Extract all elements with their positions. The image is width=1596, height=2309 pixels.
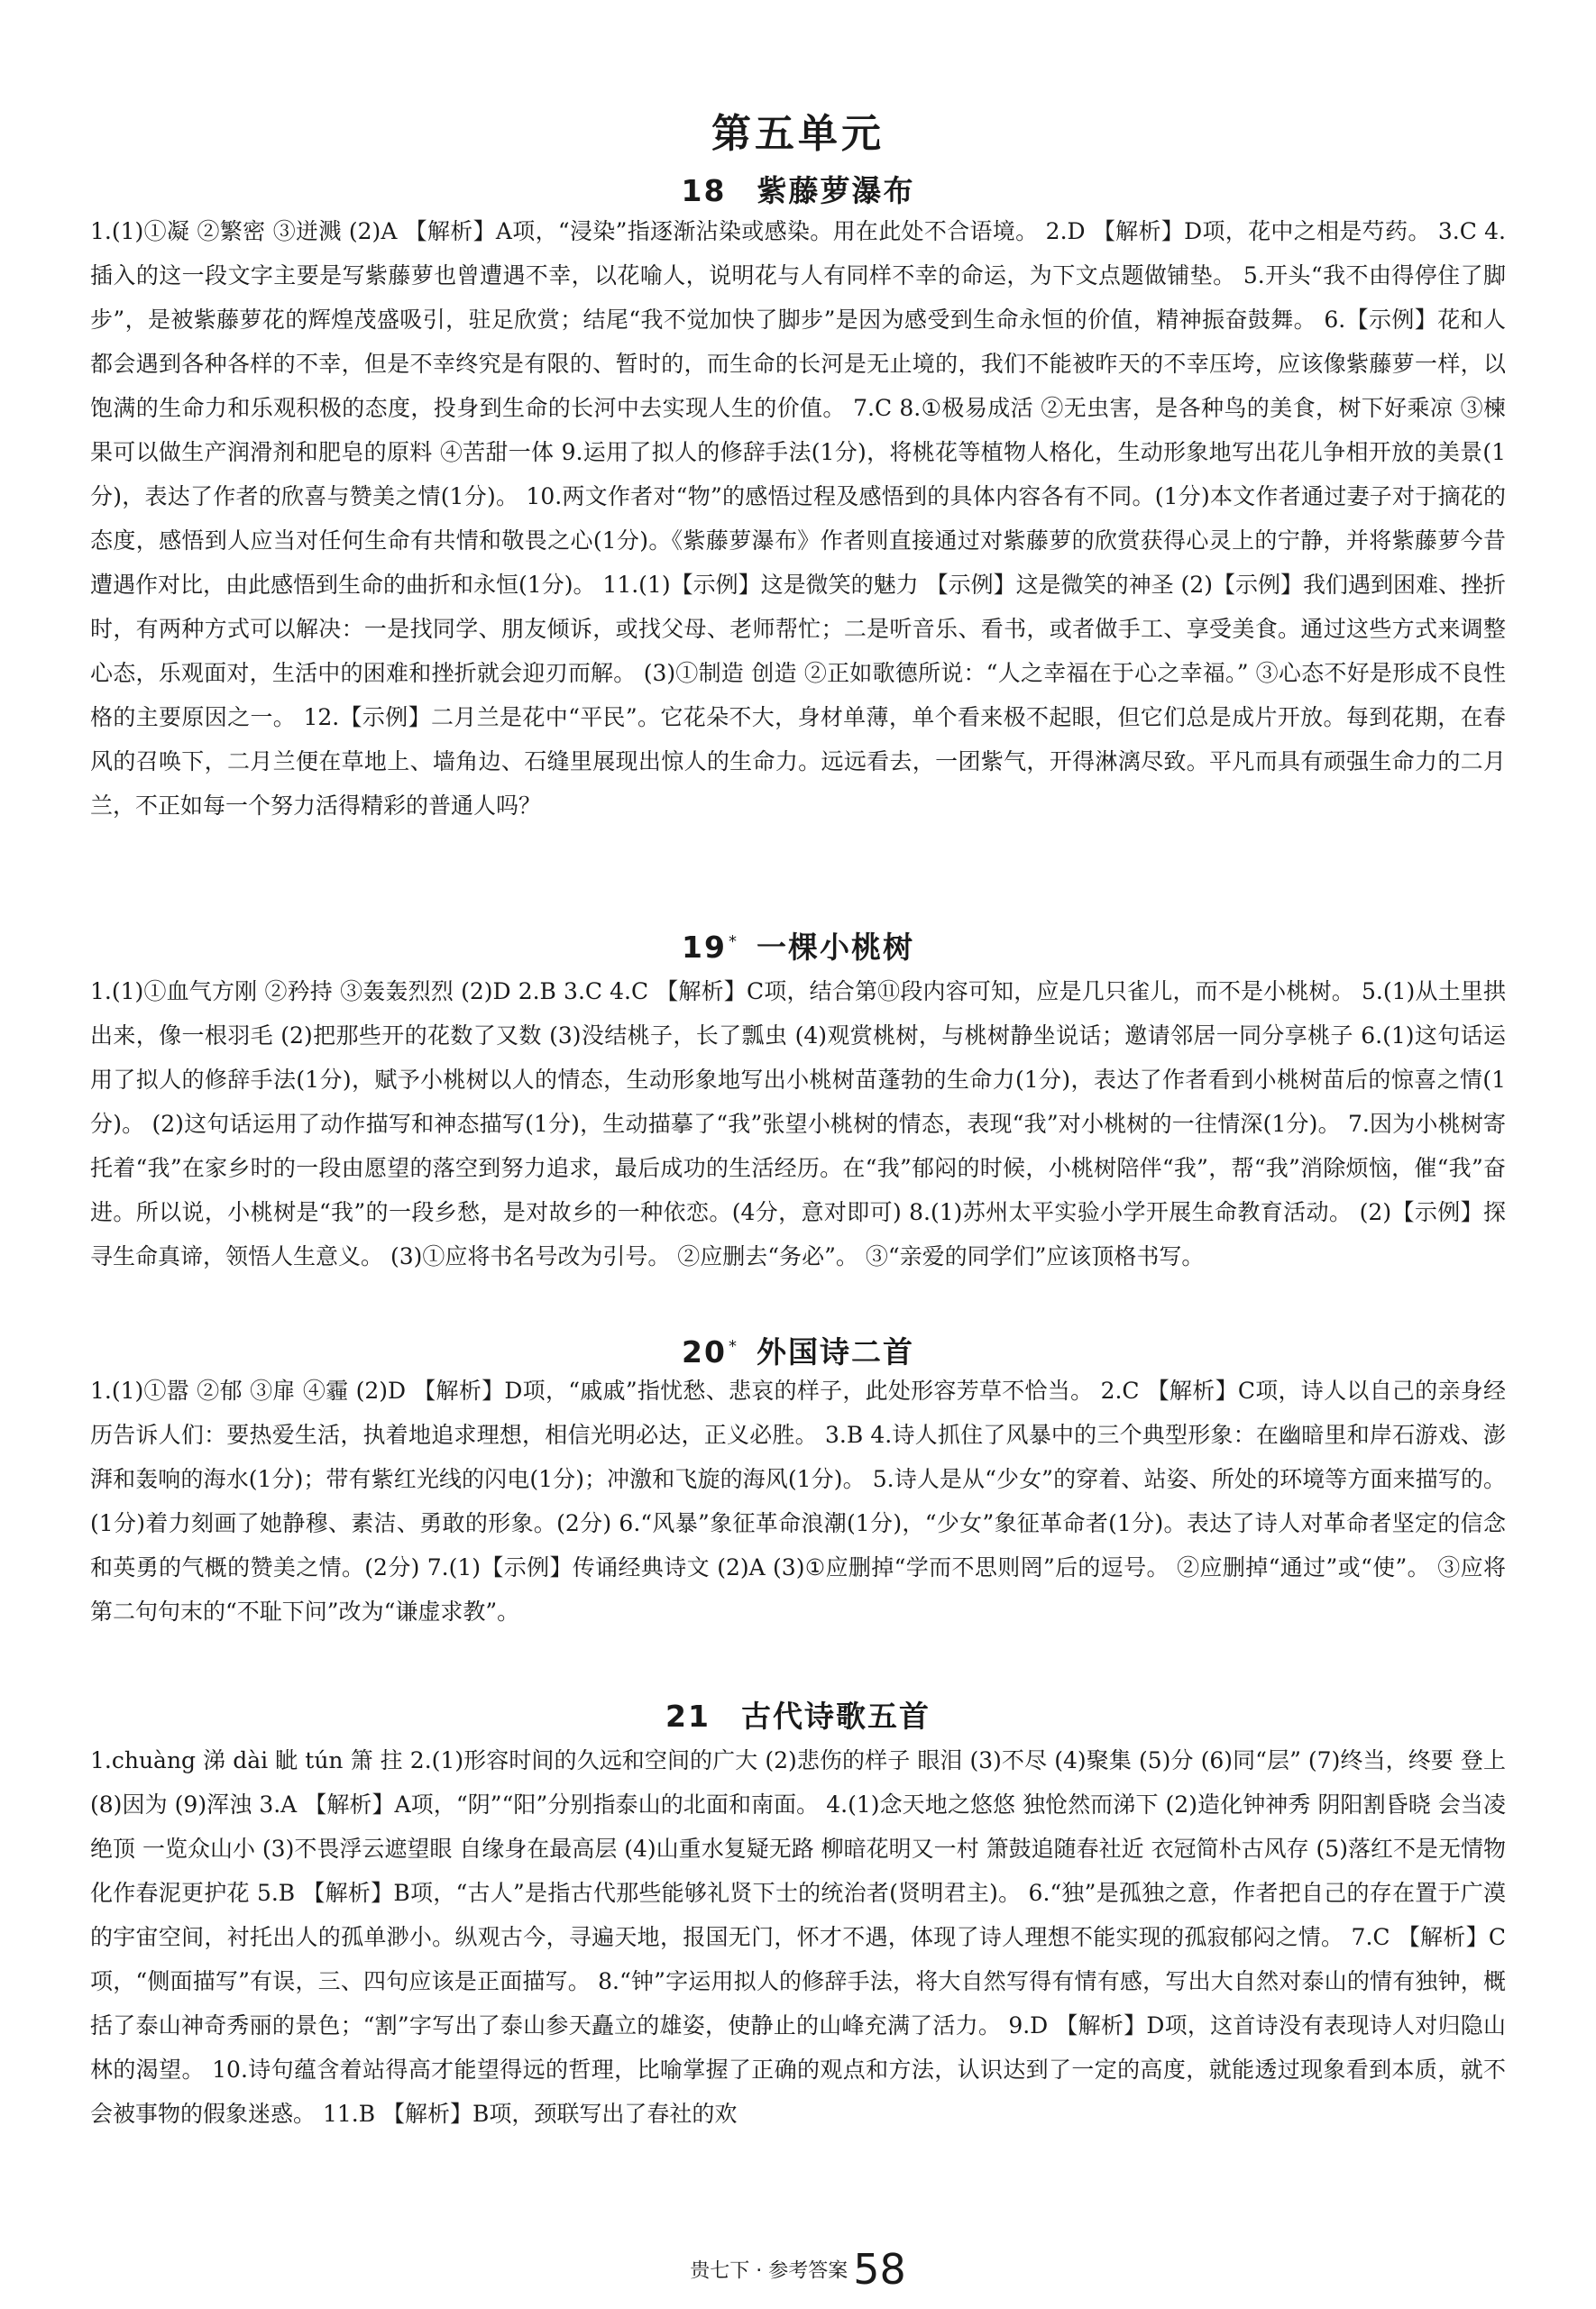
lesson-title: 紫藤萝瀑布	[757, 173, 915, 208]
optional-marker: *	[728, 1337, 738, 1356]
lesson-heading-18	[0, 168, 1596, 210]
footer-label: 贵七下 · 参考答案	[690, 2259, 848, 2283]
lesson-answers-19: 1.(1)①血气方刚 ②矜持 ③轰轰烈烈 (2)D 2.B 3.C 4.C 【解析】C项，结合第⑪段内容可知，应是几只雀儿，而不是小桃树。 5.(1)从土里拱出来，像一根羽毛 (2)把那些开的花数了又数 (3)没结桃子，长了瓢虫 (4)观赏桃树，与桃树静坐说话；邀请邻居一同分享桃子 6.(1)这句话运用了拟人的修辞手法(1分)，赋予小桃树以人的情态，生动形象地写出小桃树苗蓬勃的生命力(1分)，表达了作者看到小桃树苗后的惊喜之情(1分)。 (2)这句话运用了动作描写和神态描写(1分)，生动描摹了“我”张望小桃树的情态，表现“我”对小桃树的一往情深(1分)。 7.因为小桃树寄托着“我”在家乡时的一段由愿望的落空到努力追求，最后成功的生活经历。在“我”郁闷的时候，小桃树陪伴“我”，帮“我”消除烦恼，催“我”奋进。所以说，小桃树是“我”的一段乡愁，是对故乡的一种依恋。(4分，意对即可) 8.(1)苏州太平实验小学开展生命教育活动。 (2)【示例】探寻生命真谛，领悟人生意义。 (3)①应将书名号改为引号。 ②应删去“务必”。 ③“亲爱的同学们”应该顶格书写。	[90, 978, 1506, 1269]
page-footer	[0, 2245, 1596, 2294]
lesson-answers-18: 1.(1)①凝 ②繁密 ③迸溅 (2)A 【解析】A项，“浸染”指逐渐沾染或感染。用在此处不合语境。 2.D 【解析】D项，花中之相是芍药。 3.C 4.插入的这一段文字主要是写紫藤萝也曾遭遇不幸，以花喻人，说明花与人有同样不幸的命运，为下文点题做铺垫。 5.开头“我不由得停住了脚步”，是被紫藤萝花的辉煌茂盛吸引，驻足欣赏；结尾“我不觉加快了脚步”是因为感受到生命永恒的价值，精神振奋鼓舞。 6.【示例】花和人都会遇到各种各样的不幸，但是不幸终究是有限的、暂时的，而生命的长河是无止境的，我们不能被昨天的不幸压垮，应该像紫藤萝一样，以饱满的生命力和乐观积极的态度，投身到生命的长河中去实现人生的价值。 7.C 8.①极易成活 ②无虫害，是各种鸟的美食，树下好乘凉 ③楝果可以做生产润滑剂和肥皂的原料 ④苦甜一体 9.运用了拟人的修辞手法(1分)，将桃花等植物人格化，生动形象地写出花儿争相开放的美景(1分)，表达了作者的欣喜与赞美之情(1分)。 10.两文作者对“物”的感悟过程及感悟到的具体内容各有不同。(1分)本文作者通过妻子对于摘花的态度，感悟到人应当对任何生命有共情和敬畏之心(1分)。《紫藤萝瀑布》作者则直接通过对紫藤萝的欣赏获得心灵上的宁静，并将紫藤萝今昔遭遇作对比，由此感悟到生命的曲折和永恒(1分)。 11.(1)【示例】这是微笑的魅力 【示例】这是微笑的神圣 (2)【示例】我们遇到困难、挫折时，有两种方式可以解决：一是找同学、朋友倾诉，或找父母、老师帮忙；二是听音乐、看书，或者做手工、享受美食。通过这些方式来调整心态，乐观面对，生活中的困难和挫折就会迎刃而解。 (3)①制造 创造 ②正如歌德所说：“人之幸福在于心之幸福。” ③心态不好是形成不良性格的主要原因之一。 12.【示例】二月兰是花中“平民”。它花朵不大，身材单薄，单个看来极不起眼，但它们总是成片开放。每到花期，在春风的召唤下，二月兰便在草地上、墙角边、石缝里展现出惊人的生命力。远远看去，一团紫气，开得淋漓尽致。平凡而具有顽强生命力的二月兰，不正如每一个努力活得精彩的普通人吗？	[90, 218, 1506, 819]
unit-title: 第五单元	[711, 111, 885, 157]
lesson-heading-21	[0, 1693, 1596, 1736]
lesson-number: 21	[665, 1699, 711, 1734]
lesson-heading-20	[0, 1329, 1596, 1371]
lesson-number: 19	[682, 930, 727, 965]
lesson-number: 20	[682, 1334, 727, 1370]
lesson-title: 古代诗歌五首	[740, 1699, 931, 1734]
lesson-answers-20: 1.(1)①嚣 ②郁 ③扉 ④霾 (2)D 【解析】D项，“戚戚”指忧愁、悲哀的样子，此处形容芳草不恰当。 2.C 【解析】C项，诗人以自己的亲身经历告诉人们：要热爱生活，执着地追求理想，相信光明必达，正义必胜。 3.B 4.诗人抓住了风暴中的三个典型形象：在幽暗里和岸石游戏、澎湃和轰响的海水(1分)；带有紫红光线的闪电(1分)；冲激和飞旋的海风(1分)。 5.诗人是从“少女”的穿着、站姿、所处的环境等方面来描写的。(1分)着力刻画了她静穆、素洁、勇敢的形象。(2分) 6.“风暴”象征革命浪潮(1分)，“少女”象征革命者(1分)。表达了诗人对革命者坚定的信念和英勇的气概的赞美之情。(2分) 7.(1)【示例】传诵经典诗文 (2)A (3)①应删掉“学而不思则罔”后的逗号。 ②应删掉“通过”或“使”。 ③应将第二句句末的“不耻下问”改为“谦虚求教”。	[90, 1378, 1506, 1625]
lesson-answers-21: 1.chuàng 涕 dài 眦 tún 箫 拄 2.(1)形容时间的久远和空间的广大 (2)悲伤的样子 眼泪 (3)不尽 (4)聚集 (5)分 (6)同“层” (7)终当，终要 登上 (8)因为 (9)浑浊 3.A 【解析】A项，“阴”“阳”分别指泰山的北面和南面。 4.(1)念天地之悠悠 独怆然而涕下 (2)造化钟神秀 阴阳割昏晓 会当凌绝顶 一览众山小 (3)不畏浮云遮望眼 自缘身在最高层 (4)山重水复疑无路 柳暗花明又一村 箫鼓追随春社近 衣冠简朴古风存 (5)落红不是无情物 化作春泥更护花 5.B 【解析】B项，“古人”是指古代那些能够礼贤下士的统治者(贤明君主)。 6.“独”是孤独之意，作者把自己的存在置于广漠的宇宙空间，衬托出人的孤单渺小。纵观古今，寻遍天地，报国无门，怀才不遇，体现了诗人理想不能实现的孤寂郁闷之情。 7.C 【解析】C项，“侧面描写”有误，三、四句应该是正面描写。 8.“钟”字运用拟人的修辞手法，将大自然写得有情有感，写出大自然对泰山的情有独钟，概括了泰山神奇秀丽的景色；“割”字写出了泰山参天矗立的雄姿，使静止的山峰充满了活力。 9.D 【解析】D项，这首诗没有表现诗人对归隐山林的渴望。 10.诗句蕴含着站得高才能望得远的哲理，比喻掌握了正确的观点和方法，认识达到了一定的高度，就能透过现象看到本质，就不会被事物的假象迷惑。 11.B 【解析】B项，颈联写出了春社的欢	[90, 1747, 1506, 2127]
page-number: 58	[853, 2245, 906, 2294]
lesson-title: 外国诗二首	[756, 1334, 914, 1370]
lesson-number: 18	[681, 173, 727, 208]
lesson-heading-19	[0, 924, 1596, 967]
lesson-title: 一棵小桃树	[756, 930, 914, 965]
optional-marker: *	[728, 932, 738, 951]
